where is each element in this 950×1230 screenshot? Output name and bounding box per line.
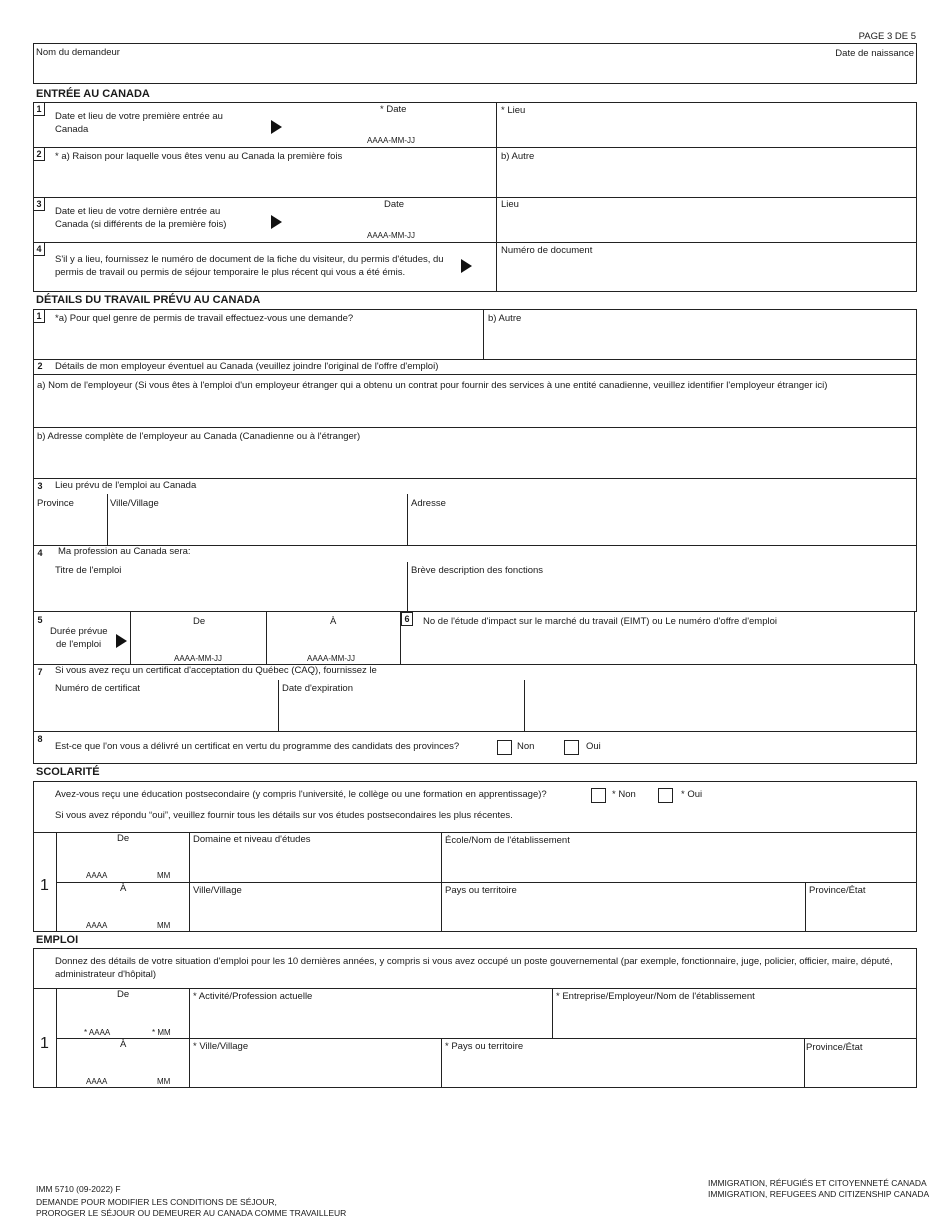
- divider: [107, 494, 108, 546]
- entry-q3-number: 3: [33, 197, 45, 211]
- employment-from-label: De: [117, 989, 130, 1000]
- form-title-line2: PROROGER LE SÉJOUR OU DEMEURER AU CANADA COMME TRAVAILLEUR: [36, 1208, 347, 1218]
- divider: [33, 197, 917, 198]
- education-instruction: Si vous avez répondu “oui”, veuillez fournir tous les détails sur vos études postsecondaires les plus récentes.: [55, 810, 513, 821]
- arrow-right-icon: [461, 259, 472, 273]
- divider: [278, 680, 279, 732]
- employment-country-label: * Pays ou territoire: [445, 1041, 524, 1052]
- work-q2-employer-name-label: a) Nom de l'employeur (Si vous êtes à l'emploi d'un employeur étranger qui a obtenu un contrat pour fournir des services à une entité canadienne, veuillez identifier l'employeur étranger ici): [37, 380, 828, 391]
- work-q8-number: 8: [34, 733, 46, 747]
- work-q3-city-label: Ville/Village: [110, 498, 159, 509]
- entry-q1-date-label: * Date: [380, 104, 407, 115]
- entry-q4-label: S'il y a lieu, fournissez le numéro de document de la fiche du visiteur, du permis d'études, du permis de travail ou permis de séjour temporaire le plus récent qui vous a été émis.: [55, 254, 444, 278]
- education-yes-label: * Oui: [681, 789, 703, 800]
- employment-to-label: À: [120, 1039, 127, 1050]
- entry-q4-doc-label: Numéro de document: [501, 245, 593, 256]
- section-title-employment: EMPLOI: [36, 934, 79, 946]
- divider: [33, 374, 917, 375]
- employment-to-month: MM: [157, 1077, 171, 1086]
- divider: [407, 562, 408, 612]
- entry-q2-number: 2: [33, 147, 45, 161]
- work-q5-from-format: AAAA-MM-JJ: [174, 654, 222, 663]
- divider: [552, 988, 553, 1038]
- department-fr: IMMIGRATION, RÉFUGIÉS ET CITOYENNETÉ CANADA: [708, 1178, 927, 1188]
- work-q7-cert-label: Numéro de certificat: [55, 683, 141, 694]
- education-province-label: Province/État: [809, 885, 866, 896]
- education-field-label: Domaine et niveau d'études: [193, 834, 311, 845]
- pnp-yes-checkbox[interactable]: [564, 740, 579, 755]
- employment-city-label: * Ville/Village: [193, 1041, 249, 1052]
- arrow-right-icon: [271, 120, 282, 134]
- work-q6-label: No de l'étude d'impact sur le marché du travail (EIMT) ou Le numéro d'offre d'emploi: [423, 616, 777, 627]
- divider: [483, 309, 484, 360]
- divider: [56, 1038, 917, 1039]
- pnp-no-label: Non: [517, 741, 535, 752]
- entry-q2-other-label: b) Autre: [501, 151, 535, 162]
- entry-q3-date-label: Date: [384, 199, 405, 210]
- work-q4-number: 4: [34, 547, 46, 561]
- work-q4-label: Ma profession au Canada sera:: [58, 546, 191, 557]
- form-code: IMM 5710 (09-2022) F: [36, 1184, 121, 1194]
- employment-from-year: * AAAA: [84, 1028, 111, 1037]
- education-from-month: MM: [157, 871, 171, 880]
- employment-province-label: Province/État: [806, 1042, 863, 1053]
- divider: [33, 147, 917, 148]
- work-q5-to-format: AAAA-MM-JJ: [307, 654, 355, 663]
- divider: [130, 611, 131, 665]
- work-q2-label: Détails de mon employeur éventuel au Canada (veuillez joindre l'original de l'offre d'emploi): [55, 361, 439, 372]
- department-en: IMMIGRATION, REFUGEES AND CITIZENSHIP CANADA: [708, 1189, 930, 1199]
- work-q3-province-label: Province: [37, 498, 74, 509]
- work-q1-number: 1: [33, 309, 45, 323]
- education-question: Avez-vous reçu une éducation postsecondaire (y compris l'université, le collège ou une formation en apprentissage)?: [55, 789, 547, 800]
- employment-to-year: AAAA: [86, 1077, 108, 1086]
- employment-row-number: 1: [40, 1035, 49, 1052]
- education-from-year: AAAA: [86, 871, 108, 880]
- birth-date-label: Date de naissance: [835, 48, 914, 59]
- entry-q1-date-format: AAAA-MM-JJ: [367, 136, 415, 145]
- employment-activity-label: * Activité/Profession actuelle: [193, 991, 313, 1002]
- education-to-year: AAAA: [86, 921, 108, 930]
- education-row-number: 1: [40, 877, 49, 894]
- divider: [33, 427, 917, 428]
- arrow-right-icon: [116, 634, 127, 648]
- work-q8-label: Est-ce que l'on vous a délivré un certificat en vertu du programme des candidats des provinces?: [55, 741, 460, 752]
- work-q2-number: 2: [34, 360, 46, 374]
- employment-company-label: * Entreprise/Employeur/Nom de l'établissement: [556, 991, 755, 1002]
- education-country-label: Pays ou territoire: [445, 885, 517, 896]
- section-title-work: DÉTAILS DU TRAVAIL PRÉVU AU CANADA: [36, 294, 261, 306]
- divider: [33, 242, 917, 243]
- work-q7-label: Si vous avez reçu un certificat d'acceptation du Québec (CAQ), fournissez le: [55, 665, 377, 676]
- education-no-checkbox[interactable]: [591, 788, 606, 803]
- work-q6-number: 6: [401, 612, 413, 626]
- section-title-entry: ENTRÉE AU CANADA: [36, 88, 150, 100]
- divider: [524, 680, 525, 732]
- divider: [496, 102, 497, 292]
- applicant-header-box: [33, 43, 917, 84]
- work-q7-number: 7: [34, 666, 46, 680]
- applicant-name-label: Nom du demandeur: [36, 47, 120, 58]
- work-q4-job-title-label: Titre de l'emploi: [55, 565, 122, 576]
- page-number: PAGE 3 DE 5: [858, 31, 916, 42]
- pnp-yes-label: Oui: [586, 741, 601, 752]
- work-q5-number: 5: [34, 614, 46, 628]
- work-q3-label: Lieu prévu de l'emploi au Canada: [55, 480, 197, 491]
- education-yes-checkbox[interactable]: [658, 788, 673, 803]
- education-from-label: De: [117, 833, 130, 844]
- work-q2-box: [33, 359, 917, 479]
- divider: [805, 882, 806, 932]
- divider: [266, 611, 267, 665]
- employment-from-month: * MM: [152, 1028, 171, 1037]
- entry-q1-number: 1: [33, 102, 45, 116]
- work-q5-label-line1: Durée prévue: [50, 626, 108, 637]
- education-city-label: Ville/Village: [193, 885, 242, 896]
- entry-q3-label: Date et lieu de votre dernière entrée au Canada (si différents de la première fois): [55, 206, 227, 230]
- education-to-month: MM: [157, 921, 171, 930]
- entry-q3-date-format: AAAA-MM-JJ: [367, 231, 415, 240]
- education-no-label: * Non: [612, 789, 636, 800]
- entry-q3-place-label: Lieu: [501, 199, 519, 210]
- work-q5-from-label: De: [193, 616, 206, 627]
- divider: [804, 1038, 805, 1088]
- employment-instruction: Donnez des détails de votre situation d'emploi pour les 10 dernières années, y compris si vous avez occupé un poste gouvernemental (par exemple, fonctionnaire, juge, policier, officier, maire, député, administrateur d'hôpital): [55, 956, 893, 980]
- work-q5-label-line2: de l'emploi: [56, 639, 102, 650]
- entry-q2-label: * a) Raison pour laquelle vous êtes venu au Canada la première fois: [55, 151, 343, 162]
- work-q5-to-label: À: [330, 616, 337, 627]
- pnp-no-checkbox[interactable]: [497, 740, 512, 755]
- work-q1-other-label: b) Autre: [488, 313, 522, 324]
- work-q1-label: *a) Pour quel genre de permis de travail effectuez-vous une demande?: [55, 313, 354, 324]
- form-title-line1: DEMANDE POUR MODIFIER LES CONDITIONS DE SÉJOUR,: [36, 1197, 277, 1207]
- work-q7-expiry-label: Date d'expiration: [282, 683, 353, 694]
- work-q3-number: 3: [34, 480, 46, 494]
- entry-q1-place-label: * Lieu: [501, 105, 526, 116]
- entry-q4-number: 4: [33, 242, 45, 256]
- entry-q1-label: Date et lieu de votre première entrée au Canada: [55, 111, 223, 135]
- section-title-education: SCOLARITÉ: [36, 766, 100, 778]
- work-q4-duties-label: Brève description des fonctions: [411, 565, 544, 576]
- work-q2-employer-address-label: b) Adresse complète de l'employeur au Canada (Canadienne ou à l'étranger): [37, 431, 361, 442]
- divider: [407, 494, 408, 546]
- divider: [441, 1038, 442, 1088]
- divider: [56, 882, 917, 883]
- arrow-right-icon: [271, 215, 282, 229]
- education-to-label: À: [120, 883, 127, 894]
- education-school-label: École/Nom de l'établissement: [445, 835, 570, 846]
- work-q3-address-label: Adresse: [411, 498, 446, 509]
